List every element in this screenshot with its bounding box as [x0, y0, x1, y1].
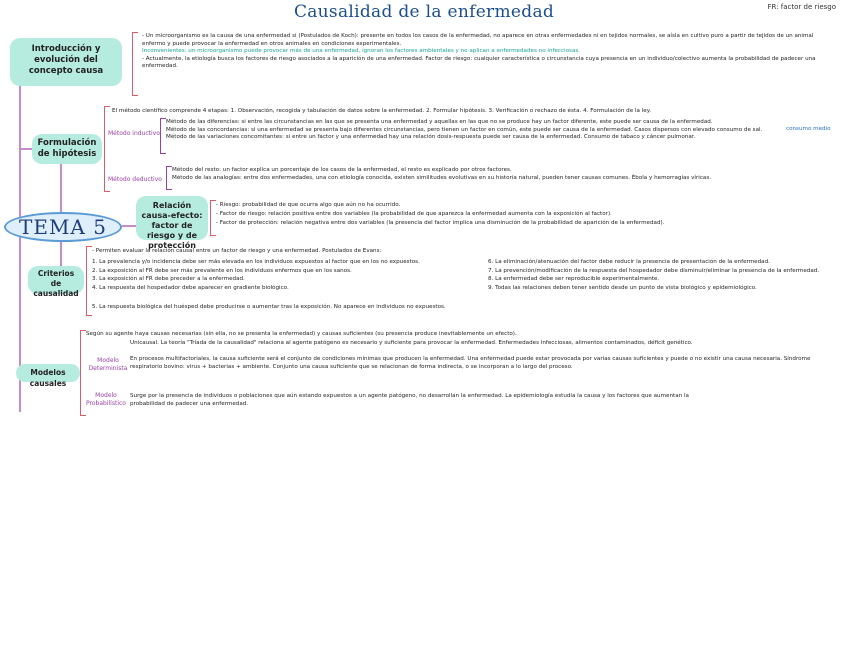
criterio-2: 2. La exposición al FR debe ser más prevalente en los individuos enfermos que en los sanos.: [92, 267, 352, 274]
modelo-determinista-label: Modelo Determinista: [88, 357, 128, 372]
criterio-9: 9. Todas las relaciones deben tener sentido desde un punto de vista biológico y epidemiológico.: [488, 284, 757, 291]
modelo-determinista-text: En procesos multifactoriales, la causa suficiente será el conjunto de condiciones mínimas que producen la enfermedad. Una enfermedad puede estar provocada por varias causas suficientes y puede o no existir una causa necesaria. Síndrome respiratorio bovino: virus + bacterias + ambiente. Conjunto una causa suficiente que se relacionan de forma indirecta, o se incorporan a lo largo del proceso.: [130, 356, 811, 370]
page-title: Causalidad de la enfermedad: [293, 2, 555, 22]
connector-formulacion-vertical: [60, 163, 62, 213]
modelo-probabilistico-label: Modelo Probabilístico: [86, 392, 126, 407]
inductivo-diferencias: Método de las diferencias: si entre las circunstancias en las que se presenta una enfermedad y aquellas en las que no se produce hay un factor diferente, este puede ser causa de la enfermedad.: [166, 119, 713, 125]
criterio-6: 6. La eliminación/atenuación del factor debe reducir la presencia de presentación de la enfermedad.: [488, 259, 770, 265]
consumo-note: consumo medio: [786, 126, 831, 132]
node-intro: Introducción y evolución del concepto causa: [10, 38, 122, 86]
criterio-3: 3. La exposición al FR debe preceder a la enfermedad.: [92, 276, 245, 283]
connector-relacion: [122, 225, 136, 227]
inductivo-text: [166, 119, 796, 142]
node-modelos: Modelos causales: [16, 364, 80, 382]
deductivo-resto: Método del resto: un factor explica un porcentaje de los casos de la enfermedad, el resto es explicado por otros factores.: [172, 167, 512, 173]
deductivo-text: [172, 167, 802, 182]
intro-line-inconvenientes: Inconvenientes: un microorganismo puede provocar más de una enfermedad, ignoran los factores ambientales y no aplican a enfermedades no infecciosas.: [142, 48, 581, 55]
formulacion-metodo-cientifico: El método científico comprende 4 etapas: 1. Observación, recogida y tabulación de datos sobre la enfermedad. 2. Formular hipótesis. 3. Verificación o rechazo de ésta. 4. Formulación de la ley.: [112, 108, 651, 114]
deductivo-analogias: Método de las analogías: entre dos enfermedades, una con etiología conocida, existen similitudes evolutivas en su historia natural, pueden tener causas comunes. Ébola y hemorragias víricas.: [172, 174, 712, 181]
inductivo-variaciones: Método de las variaciones concomitantes: si entre un factor y una enfermedad hay una relación dosis-respuesta puede ser causa de la enfermedad. Consumo de tabaco y cáncer pulmonar.: [166, 134, 696, 141]
node-criterios: Criterios de causalidad: [28, 266, 84, 294]
relacion-riesgo: - Riesgo: probabilidad de que ocurra algo que aún no ha ocurrido.: [216, 202, 401, 208]
node-formulacion: Formulación de hipótesis: [32, 134, 102, 164]
criterio-4: 4. La respuesta del hospedador debe aparecer en gradiente biológico.: [92, 284, 289, 291]
criterio-7: 7. La prevención/modificación de la respuesta del hospedador debe disminuir/eliminar la presencia de la enfermedad.: [488, 267, 820, 274]
modelos-intro: Según su agente haya causas necesarias (sin ella, no se presenta la enfermedad) y causas suficientes (su presencia produce inevitablemente un efecto).: [86, 331, 517, 337]
deductivo-label: Método deductivo: [108, 176, 162, 183]
modelos-unicausal: Unicausal. La teoría "Tríada de la causalidad" relaciona al agente patógeno es necesario y suficiente para provocar la enfermedad. Enfermedades infecciosas, alimentos contaminados, déficit genético.: [130, 340, 693, 346]
connector-formulacion: [20, 148, 32, 150]
inductivo-concordancias: Método de las concordancias: si una enfermedad se presenta bajo diferentes circunstancias, pero tienen un factor en común, este puede ser causa de la enfermedad. Casos dispersos con elevado consumo de sal.: [166, 126, 763, 133]
criterio-1: 1. La prevalencia y/o incidencia debe ser más elevada en los individuos expuestos al factor que en los no expuestos.: [92, 259, 420, 265]
intro-line-actualmente: - Actualmente, la etiología busca los factores de riesgo asociados a la aparición de una enfermedad. Factor de riesgo: cualquier característica o circunstancia cuya presencia en un individuo/colectivo aumenta la probabilidad de padecer una enfermedad.: [142, 55, 816, 70]
tema-badge: TEMA 5: [4, 212, 122, 242]
criterios-right: [488, 258, 828, 292]
criterios-intro: - Permiten evaluar la relación causal entre un factor de riesgo y una enfermedad. Postulados de Evans:: [92, 248, 382, 254]
intro-brace: [132, 32, 138, 96]
criterio-8: 8. La enfermedad debe ser reproducible experimentalmente.: [488, 276, 660, 283]
corner-note: FR: factor de riesgo: [767, 3, 836, 11]
criterios-left: [92, 258, 482, 292]
intro-line-koch: - Un microorganismo es la causa de una enfermedad si (Postulados de Koch): presente en todos los casos de la enfermedad, no aparece en otras enfermedades ni en tejidos normales, se aísla en cultivo puro a partir de tejidos de un animal enfermo y puede provocar la enfermedad en otros animales en condiciones experimentales.: [142, 33, 814, 47]
relacion-factor-riesgo: - Factor de riesgo: relación positiva entre dos variables (la probabilidad de que aparezca la enfermedad aumenta con la exposición al factor).: [216, 211, 612, 217]
node-relacion: Relación causa-efecto: factor de riesgo y de protección: [136, 196, 208, 240]
modelo-probabilistico-text: Surge por la presencia de individuos o poblaciones que aún estando expuestos a un agente patógeno, no desarrollan la enfermedad. La epidemiología estudia la causa y los factores que aumentan la probabilidad de padecer una enfermedad.: [130, 393, 689, 407]
intro-text: [142, 33, 822, 71]
inductivo-label: Método inductivo: [108, 130, 160, 137]
relacion-factor-proteccion: - Factor de protección: relación negativa entre dos variables (la presencia del factor implica una disminución de la probabilidad de aparición de la enfermedad).: [216, 220, 665, 226]
connector-criterios-vertical: [60, 242, 62, 266]
relacion-text: [216, 201, 816, 228]
criterio-5: 5. La respuesta biológica del huésped debe producirse o aumentar tras la exposición. No aparece en individuos no expuestos.: [92, 304, 446, 310]
